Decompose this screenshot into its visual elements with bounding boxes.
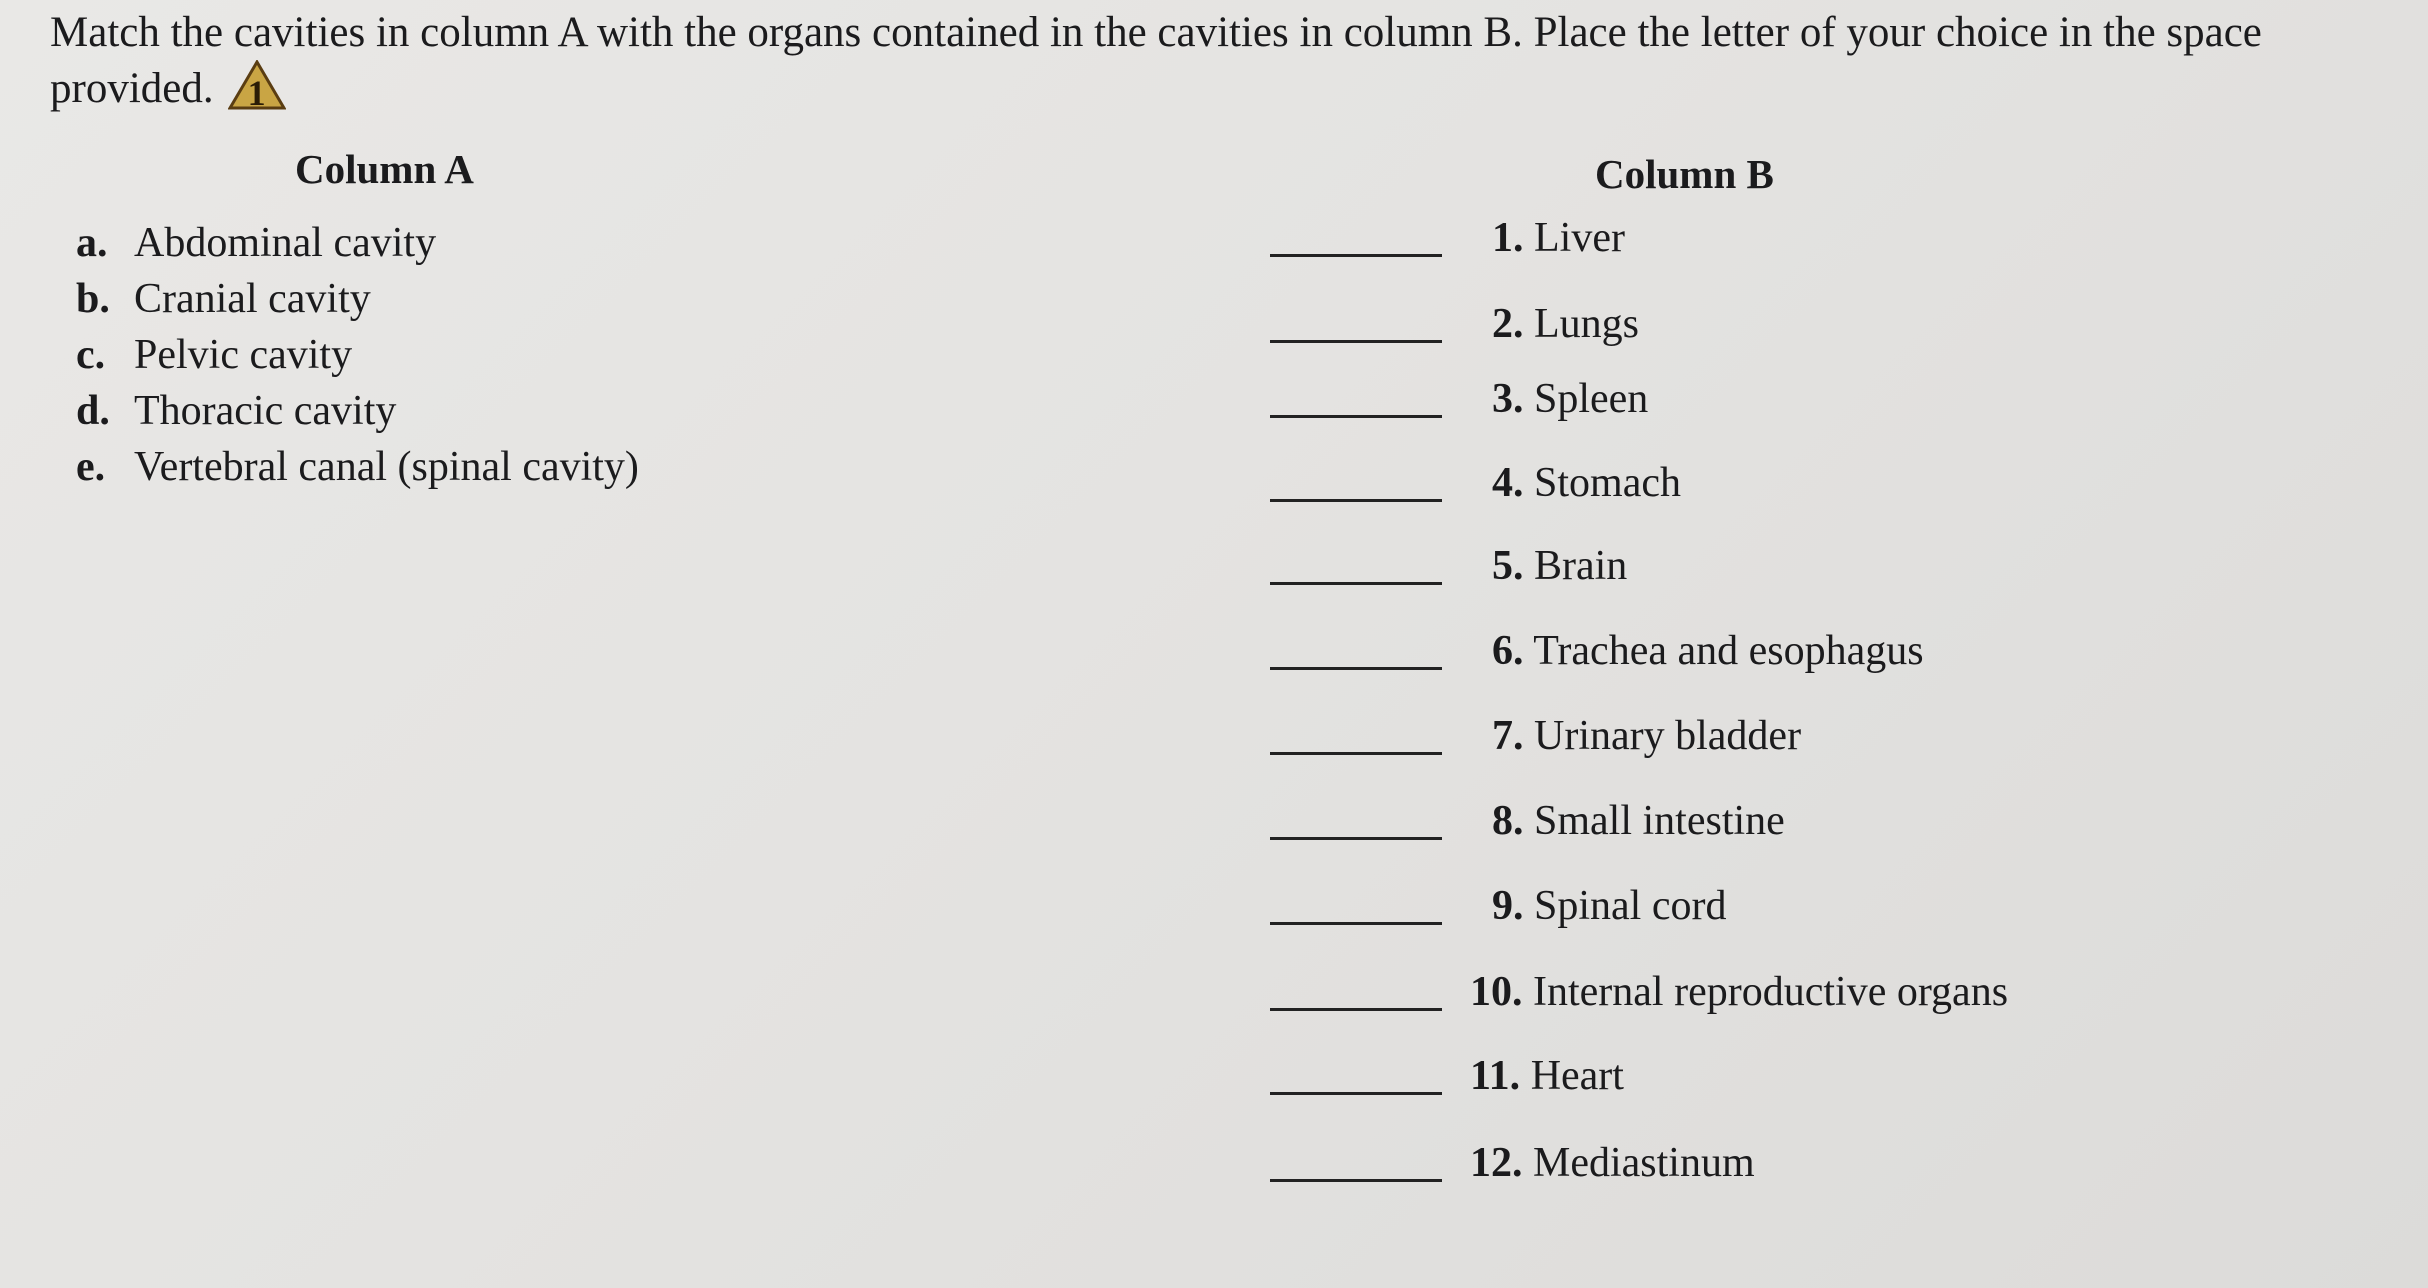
answer-blank[interactable] [1270,1179,1442,1182]
item-label: Abdominal cavity [134,220,437,266]
answer-blank[interactable] [1270,1092,1442,1095]
organ-name: Urinary bladder [1534,713,1802,759]
column-a-item [76,215,639,271]
organ-name: Small intestine [1534,798,1785,844]
column-a-item [76,271,639,327]
item-label: Cranial cavity [134,276,371,322]
item-letter: a. [76,220,108,266]
organ-label [1470,1138,1755,1188]
match-row [1270,1035,2390,1099]
organ-name: Lungs [1534,301,1639,347]
organ-number: 6. [1492,628,1524,674]
organ-name: Spleen [1534,376,1649,422]
match-row [1270,865,2390,929]
answer-blank[interactable] [1270,667,1442,670]
item-label: Vertebral canal (spinal cavity) [134,444,639,490]
organ-number: 9. [1492,883,1524,929]
organ-name: Heart [1530,1053,1624,1099]
organ-label [1492,626,1924,676]
column-a-header: Column A [295,146,474,192]
match-row [1270,525,2390,589]
organ-label [1492,299,1639,349]
match-row [1270,1122,2390,1186]
organ-label [1470,1051,1624,1101]
answer-blank[interactable] [1270,922,1442,925]
item-label: Pelvic cavity [134,332,353,378]
organ-name: Mediastinum [1533,1140,1755,1186]
organ-label [1492,541,1627,591]
organ-name: Internal reproductive organs [1533,969,2009,1015]
answer-blank[interactable] [1270,1008,1442,1011]
organ-name: Liver [1534,215,1625,261]
organ-label [1492,796,1785,846]
organ-name: Spinal cord [1534,883,1727,929]
match-row [1270,283,2390,347]
organ-label [1492,374,1648,424]
column-a-item [76,327,639,383]
organ-number: 10. [1470,969,1523,1015]
column-a-item [76,383,639,439]
item-letter: e. [76,444,106,490]
badge-number: 1 [247,73,266,113]
answer-blank[interactable] [1270,415,1442,418]
organ-number: 7. [1492,713,1524,759]
match-row [1270,358,2390,422]
answer-blank[interactable] [1270,582,1442,585]
organ-name: Brain [1534,543,1628,589]
match-row [1270,695,2390,759]
organ-number: 12. [1470,1140,1523,1186]
match-row [1270,951,2390,1015]
organ-label [1492,881,1726,931]
organ-label [1492,458,1681,508]
organ-number: 2. [1492,301,1524,347]
match-row [1270,610,2390,674]
item-label: Thoracic cavity [134,388,397,434]
level-badge [228,60,286,113]
organ-number: 8. [1492,798,1524,844]
match-row [1270,780,2390,844]
item-letter: d. [76,388,110,434]
column-b-header: Column B [1595,151,1774,197]
organ-number: 11. [1470,1053,1521,1099]
organ-number: 5. [1492,543,1524,589]
organ-name: Stomach [1534,460,1681,506]
organ-label [1492,213,1625,263]
match-row [1270,442,2390,506]
organ-number: 4. [1492,460,1524,506]
instructions-text: Match the cavities in column A with the organs contained in the cavities in column B. Place the letter of your choice in the space provided. [50,9,2262,112]
organ-number: 3. [1492,376,1524,422]
column-a-item [76,439,639,495]
answer-blank[interactable] [1270,254,1442,257]
item-letter: c. [76,332,106,378]
match-row [1270,197,2390,261]
answer-blank[interactable] [1270,837,1442,840]
column-a-list [76,215,639,495]
answer-blank[interactable] [1270,752,1442,755]
item-letter: b. [76,276,110,322]
instructions [50,6,2390,116]
organ-label [1470,967,2008,1017]
organ-label [1492,711,1801,761]
organ-number: 1. [1492,215,1524,261]
answer-blank[interactable] [1270,340,1442,343]
organ-name: Trachea and esophagus [1533,628,1924,674]
answer-blank[interactable] [1270,499,1442,502]
